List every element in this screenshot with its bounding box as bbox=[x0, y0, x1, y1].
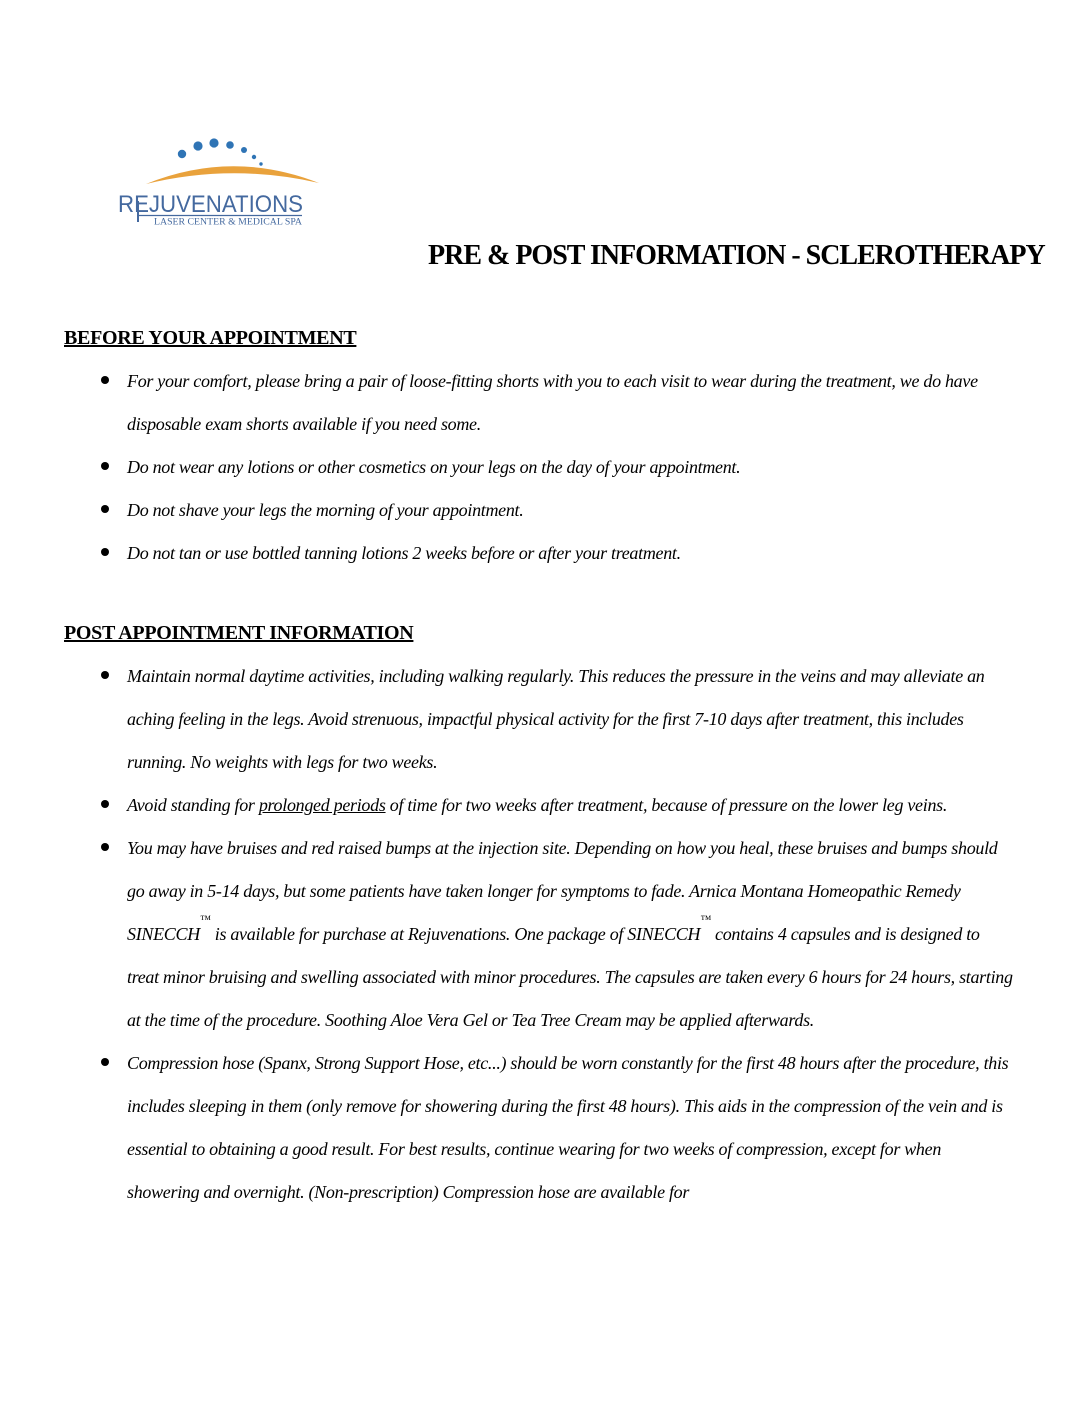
list-item bbox=[64, 489, 1014, 532]
text-segment: of time for two weeks after treatment, because of pressure on the lower leg veins. bbox=[385, 795, 948, 815]
text-segment: Do not shave your legs the morning of your appointment. bbox=[127, 500, 524, 520]
page-title: PRE & POST INFORMATION - SCLEROTHERAPY bbox=[428, 240, 1045, 271]
brand-tagline: LASER CENTER & MEDICAL SPA bbox=[154, 216, 303, 227]
text-segment: Do not tan or use bottled tanning lotions 2 weeks before or after your treatment. bbox=[127, 543, 681, 563]
list-item bbox=[64, 446, 1014, 489]
list-item bbox=[64, 784, 1014, 827]
text-segment: Do not wear any lotions or other cosmetics on your legs on the day of your appointment. bbox=[127, 457, 741, 477]
section-heading: BEFORE YOUR APPOINTMENT bbox=[64, 327, 357, 349]
text-segment: Compression hose (Spanx, Strong Support Hose, etc...) should be worn constantly for the first 48 hours after the procedure, this includes sleeping in them (only remove for showering during the first 48 hours). This aids in the compression of the vein and is essential to obtaining a good result. For best results, continue wearing for two weeks of compression, except for when showering and overnight. (Non-prescription) Compression hose are available for bbox=[127, 1053, 1009, 1202]
logo-image bbox=[100, 123, 330, 233]
text-segment: Avoid standing for bbox=[127, 795, 259, 815]
list-item bbox=[64, 1042, 1014, 1214]
text-segment: Maintain normal daytime activities, including walking regularly. This reduces the pressure in the veins and may alleviate an aching feeling in the legs. Avoid strenuous, impactful physical activity for the first 7-10 days after treatment, this includes running. No weights with legs for two weeks. bbox=[127, 666, 985, 772]
list-item bbox=[64, 827, 1014, 1042]
section-before-appointment bbox=[64, 326, 1014, 575]
text-segment: prolonged periods bbox=[258, 795, 386, 815]
section-heading: POST APPOINTMENT INFORMATION bbox=[64, 622, 414, 644]
text-segment: You may have bruises and red raised bumps at the injection site. Depending on how you heal, these bruises and bumps should go away in 5-14 days, but some patients have taken longer for symptoms to fade. Arnica Montana Homeopathic Remedy SINECCH bbox=[127, 838, 998, 944]
brand-arc-icon bbox=[146, 166, 319, 184]
list-item bbox=[64, 532, 1014, 575]
text-segment: is available for purchase at Rejuvenations. One package of SINECCH bbox=[210, 924, 701, 944]
list-item bbox=[64, 655, 1014, 784]
text-segment: contains 4 capsules and is designed to treat minor bruising and swelling associated with minor procedures. The capsules are taken every 6 hours for 24 hours, starting at the time of the procedure. Soothing Aloe Vera Gel or Tea Tree Cream may be applied afterwards. bbox=[127, 924, 1013, 1030]
text-segment: For your comfort, please bring a pair of loose-fitting shorts with you to each visit to wear during the treatment, we do have disposable exam shorts available if you need some. bbox=[127, 371, 978, 434]
logo bbox=[100, 123, 330, 233]
document-body bbox=[64, 326, 1014, 1214]
trademark-symbol: ™ bbox=[199, 914, 211, 926]
section-post-appointment bbox=[64, 621, 1014, 1214]
list-item bbox=[64, 360, 1014, 446]
bullet-list bbox=[64, 655, 1014, 1214]
brand-name: REJUVENATIONS bbox=[118, 191, 303, 218]
trademark-symbol: ™ bbox=[700, 914, 711, 926]
bullet-list bbox=[64, 360, 1014, 575]
